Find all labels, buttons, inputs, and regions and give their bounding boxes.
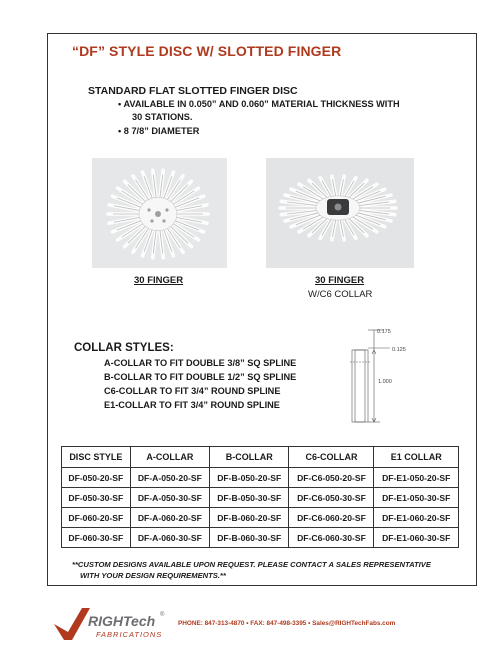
table-row (62, 488, 459, 508)
custom-design-note-cont: WITH YOUR DESIGN REQUIREMENTS.** (80, 571, 226, 580)
collar-dimension-diagram (340, 322, 420, 430)
table-cell: DF-B-060-20-SF (210, 508, 289, 528)
hub-hole (150, 219, 153, 222)
collar-bore (335, 204, 342, 211)
dimension-height-label: 1.000 (378, 379, 392, 385)
table-cell: DF-B-050-30-SF (210, 488, 289, 508)
table-cell: DF-060-20-SF (62, 508, 131, 528)
table-cell: DF-C6-050-20-SF (289, 468, 374, 488)
logo-wordmark: RIGHTech (88, 613, 156, 629)
bullet-diameter-text: 8 7/8” DIAMETER (123, 126, 200, 136)
bullet-thickness: • AVAILABLE IN 0.050” AND 0.060” MATERIAL THICKNESS WITH (118, 99, 400, 109)
right-photo-subcaption: W/C6 COLLAR (308, 289, 373, 300)
table-cell: DF-E1-050-20-SF (374, 468, 459, 488)
rightech-logo (50, 604, 180, 644)
collar-styles-heading: COLLAR STYLES: (74, 342, 174, 354)
table-cell: DF-B-050-20-SF (210, 468, 289, 488)
table-header-cell: DISC STYLE (62, 447, 131, 468)
collar-item-b: B-COLLAR TO FIT DOUBLE 1/2” SQ SPLINE (104, 372, 297, 382)
contact-info: PHONE: 847-313-4870 • FAX: 847-498-3395 • Sales@RIGHTechFabs.com (178, 620, 396, 627)
table-cell: DF-050-30-SF (62, 488, 131, 508)
table-cell: DF-E1-060-20-SF (374, 508, 459, 528)
table-header-row (62, 447, 459, 468)
hub-hole (147, 208, 150, 211)
table-cell: DF-A-050-20-SF (130, 468, 209, 488)
page-title: “DF” STYLE DISC W/ SLOTTED FINGER (72, 43, 342, 59)
table-cell: DF-E1-050-30-SF (374, 488, 459, 508)
finger-disc-collar-image (266, 158, 414, 268)
table-cell: DF-E1-060-30-SF (374, 528, 459, 548)
dimension-top-label: 0.175 (377, 329, 391, 335)
logo-registered-mark: ® (160, 612, 165, 618)
dimension-mid-label: 0.125 (392, 347, 406, 353)
left-photo-caption: 30 FINGER (134, 275, 184, 286)
finger-disc-photo (92, 158, 227, 268)
collar-item-e1: E1-COLLAR TO FIT 3/4” ROUND SPLINE (104, 400, 280, 410)
table-cell: DF-B-060-30-SF (210, 528, 289, 548)
table-header-cell: E1 COLLAR (374, 447, 459, 468)
finger-disc-collar-photo (266, 158, 414, 268)
hub-hole (165, 208, 168, 211)
custom-design-note: **CUSTOM DESIGNS AVAILABLE UPON REQUEST. PLEASE CONTACT A SALES REPRESENTATIVE (72, 560, 431, 569)
logo-swoosh-icon (54, 608, 90, 640)
table-row (62, 508, 459, 528)
finger-disc-image (92, 158, 227, 268)
table-header-cell: B-COLLAR (210, 447, 289, 468)
logo-subtext: FABRICATIONS (96, 630, 163, 639)
table-row (62, 468, 459, 488)
bullet-diameter: • 8 7/8” DIAMETER (118, 126, 200, 136)
hub-hole (162, 219, 165, 222)
table-cell: DF-A-060-20-SF (130, 508, 209, 528)
table-cell: DF-A-050-30-SF (130, 488, 209, 508)
table-header-cell: A-COLLAR (130, 447, 209, 468)
table-row (62, 528, 459, 548)
collar-item-a: A-COLLAR TO FIT DOUBLE 3/8” SQ SPLINE (104, 358, 297, 368)
right-photo-caption: 30 FINGER (315, 275, 365, 286)
table-cell: DF-A-060-30-SF (130, 528, 209, 548)
table-cell: DF-C6-060-30-SF (289, 528, 374, 548)
table-cell: DF-060-30-SF (62, 528, 131, 548)
table-cell: DF-C6-060-20-SF (289, 508, 374, 528)
section-heading: STANDARD FLAT SLOTTED FINGER DISC (88, 85, 298, 97)
bullet-thickness-text: AVAILABLE IN 0.050” AND 0.060” MATERIAL THICKNESS WITH (123, 99, 400, 109)
bullet-thickness-cont: 30 STATIONS. (132, 112, 193, 122)
table-header-cell: C6-COLLAR (289, 447, 374, 468)
hub-hole (155, 211, 161, 217)
part-number-table (61, 446, 459, 548)
table-cell: DF-050-20-SF (62, 468, 131, 488)
table-cell: DF-C6-050-30-SF (289, 488, 374, 508)
collar-item-c6: C6-COLLAR TO FIT 3/4” ROUND SPLINE (104, 386, 281, 396)
